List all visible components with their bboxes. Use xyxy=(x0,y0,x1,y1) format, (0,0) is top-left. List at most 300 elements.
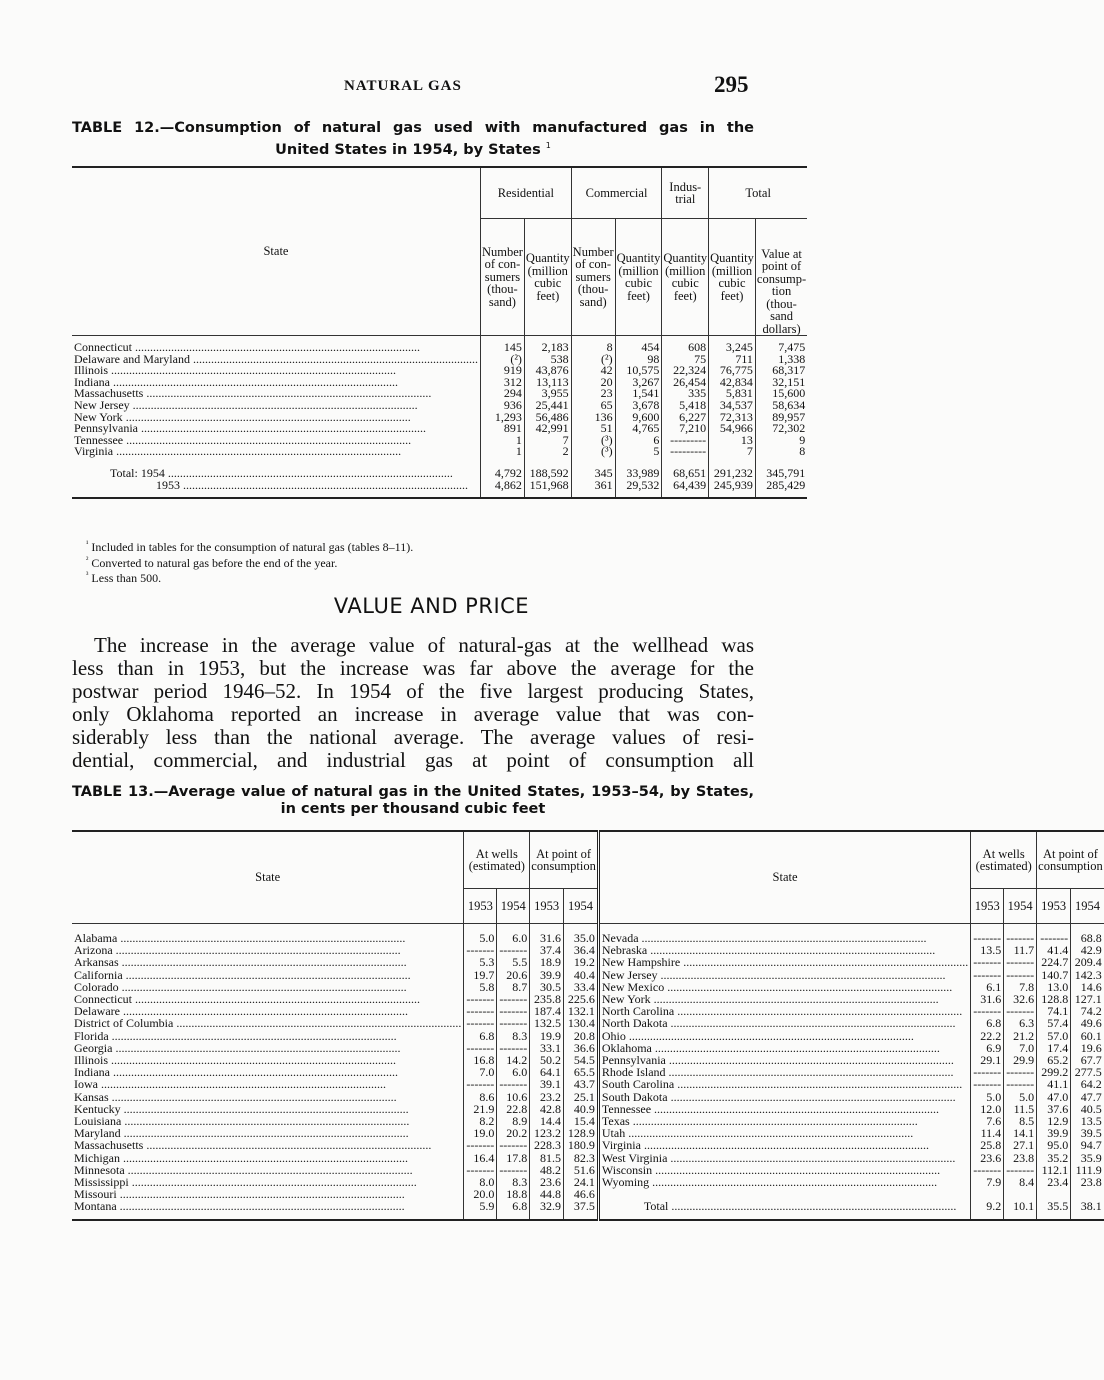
t13-value-cell: 60.1 xyxy=(1080,1028,1102,1043)
t13-value-cell: 142.3 xyxy=(1074,967,1102,982)
t13-value-cell: 6.9 xyxy=(971,1042,1004,1054)
t13-value-cell: ------- xyxy=(1004,1164,1037,1176)
t12-value-cell: --------- xyxy=(662,446,709,458)
t13-value-cell: ------- xyxy=(464,1017,497,1029)
t13-value-cell: 35.2 xyxy=(1037,1152,1071,1164)
t12-total-value: 151,968 xyxy=(524,480,571,499)
t13-value-cell: 111.9 xyxy=(1075,1162,1102,1177)
t12-value-cell: 72,313 xyxy=(709,411,756,423)
table-12-footnotes xyxy=(86,538,413,585)
body-paragraph xyxy=(72,634,754,772)
t12-state-cell: Massachusetts ..... xyxy=(72,388,480,400)
t13-value-cell: 31.6 xyxy=(530,924,564,945)
t12-value-cell: 42,834 xyxy=(709,377,756,389)
t12-value-cell: 56,486 xyxy=(524,411,571,423)
t13-value-cell: 94.7 xyxy=(1080,1138,1102,1153)
t12-value-cell: 608 xyxy=(662,336,709,354)
t12-value-cell: 34,537 xyxy=(709,400,756,412)
t12-value-cell: 936 xyxy=(480,400,524,412)
t13-value-cell: 36.4 xyxy=(563,944,598,956)
t12-total-value: 33,989 xyxy=(615,458,662,480)
t13-state-cell: Total ..... xyxy=(598,1200,970,1219)
t12-value-cell: 711 xyxy=(709,354,756,366)
t12-value-cell: 25,441 xyxy=(524,400,571,412)
t13-value-cell: 235.8 xyxy=(530,993,564,1005)
table-row xyxy=(72,1091,1104,1103)
t13-value-cell: 23.6 xyxy=(530,1176,564,1188)
t13-value-cell: 11.5 xyxy=(1004,1103,1037,1115)
t13-value-cell: 8.0 xyxy=(464,1176,497,1188)
t12-value-cell: 8 xyxy=(799,444,806,459)
body-line: only Oklahoma reported an increase in average value that was con- xyxy=(72,702,754,726)
t13-value-cell: 54.5 xyxy=(563,1054,598,1066)
t13-header-at-wells-right: At wells (estimated) xyxy=(971,831,1037,889)
t13-state-cell: Georgia ..... xyxy=(72,1042,464,1054)
t12-value-cell: 89,957 xyxy=(772,409,806,424)
t13-value-cell: 65.5 xyxy=(563,1066,598,1078)
t12-value-cell: 1 xyxy=(480,435,524,447)
t13-value-cell: 5.3 xyxy=(464,956,497,968)
t12-state-cell: Indiana ..... xyxy=(72,377,480,389)
t12-value-cell: 7 xyxy=(524,435,571,447)
t12-value-cell: 32,151 xyxy=(772,374,806,389)
t12-value-cell: 3,678 xyxy=(615,400,662,412)
table-12-caption-line2: United States in 1954, by States xyxy=(275,141,541,158)
t12-value-cell: 5 xyxy=(615,446,662,458)
t13-value-cell: 277.5 xyxy=(1074,1065,1102,1080)
t13-state-cell: Oklahoma ..... xyxy=(598,1042,970,1054)
t13-value-cell: 25.1 xyxy=(563,1091,598,1103)
t13-value-cell: 67.7 xyxy=(1080,1053,1102,1068)
t13-value-cell: 12.0 xyxy=(971,1103,1004,1115)
t13-value-cell: 41.4 xyxy=(1037,944,1071,956)
t13-value-cell: ------- xyxy=(1037,924,1071,945)
t12-value-cell: 7 xyxy=(709,446,756,458)
t13-state-cell: Illinois ..... xyxy=(72,1054,464,1066)
t12-totals xyxy=(72,458,807,499)
t12-value-cell: 98 xyxy=(615,354,662,366)
t13-value-cell: 46.6 xyxy=(563,1188,598,1200)
t13-value-cell: 35.5 xyxy=(1037,1200,1071,1219)
t13-value-cell: 8.9 xyxy=(497,1115,530,1127)
t13-value-cell: 64.2 xyxy=(1080,1077,1102,1092)
t12-value-cell: 1,338 xyxy=(778,351,806,366)
table-13-caption-line2: in cents per thousand cubic feet xyxy=(280,801,546,817)
t13-value-cell: 49.6 xyxy=(1080,1016,1102,1031)
t13-value-cell: 127.1 xyxy=(1074,992,1102,1007)
t13-value-cell: 20.0 xyxy=(464,1188,497,1200)
footnote-3: $^{^3}$ Less than 500. xyxy=(86,570,162,585)
t13-value-cell: 27.1 xyxy=(1004,1139,1037,1151)
t12-value-cell: 145 xyxy=(480,336,524,354)
t13-value-cell: 5.0 xyxy=(464,924,497,945)
t13-state-cell: Utah ..... xyxy=(598,1127,970,1139)
t12-value-cell: (²) xyxy=(571,354,615,366)
t13-year-1953: 1953 xyxy=(971,889,1004,924)
t13-value-cell: 39.1 xyxy=(530,1078,564,1090)
t13-value-cell: 23.8 xyxy=(1080,1175,1102,1190)
t13-value-cell: ------- xyxy=(497,993,530,1005)
t12-value-cell: 13,113 xyxy=(524,377,571,389)
t12-state-cell: Pennsylvania ..... xyxy=(72,423,480,435)
table-13-caption xyxy=(72,784,754,818)
t13-value-cell: 30.5 xyxy=(530,981,564,993)
t12-state-cell: Virginia ..... xyxy=(72,446,480,458)
t13-state-cell: Tennessee ..... xyxy=(598,1103,970,1115)
t13-state-cell: Maryland ..... xyxy=(72,1127,464,1139)
body-line: The increase in the average value of natural-gas at the wellhead was xyxy=(94,633,754,657)
t13-value-cell: ------- xyxy=(971,969,1004,981)
t13-header-state-left: State xyxy=(72,831,464,924)
t13-year-1953: 1953 xyxy=(1037,889,1071,924)
t12-total-value: 4,792 xyxy=(480,458,524,480)
t12-header-res-consumers: Number of con- sumers (thou- sand) xyxy=(480,219,524,336)
t13-value-cell: ------- xyxy=(497,1042,530,1054)
body-line: less than in 1953, but the increase was far above the average for the xyxy=(72,656,754,680)
t13-value-cell: 20.2 xyxy=(497,1127,530,1139)
t13-value-cell: 16.8 xyxy=(464,1054,497,1066)
footnote-1: $^{^1}$ Included in tables for the consumption of natural gas (tables 8–11). xyxy=(86,539,414,554)
t13-value-cell: 18.8 xyxy=(497,1188,530,1200)
t13-value-cell: ------- xyxy=(971,1005,1004,1017)
t13-value-cell: ------- xyxy=(1004,956,1037,968)
t12-value-cell: 3,245 xyxy=(709,336,756,354)
t12-total-value: 68,651 xyxy=(662,458,709,480)
t13-state-cell: Montana ..... xyxy=(72,1200,464,1219)
table-12 xyxy=(72,166,807,499)
t12-value-cell: 136 xyxy=(571,411,615,423)
t13-value-cell: 68.8 xyxy=(1080,931,1102,945)
t12-total-value: 188,592 xyxy=(524,458,571,480)
t13-value-cell: 51.6 xyxy=(563,1164,598,1176)
t13-value-cell: ------- xyxy=(497,1164,530,1176)
table-row xyxy=(72,1017,1104,1029)
t13-state-cell: Iowa ..... xyxy=(72,1078,464,1090)
t13-value-cell: 8.2 xyxy=(464,1115,497,1127)
t13-value-cell: 209.4 xyxy=(1074,955,1102,970)
table-row xyxy=(72,956,1104,968)
t12-value-cell: 43,876 xyxy=(524,365,571,377)
t13-value-cell: 23.6 xyxy=(971,1152,1004,1164)
t13-value-cell: 39.5 xyxy=(1080,1126,1102,1141)
t13-value-cell: ------- xyxy=(464,1164,497,1176)
t13-value-cell: ------- xyxy=(1004,1078,1037,1090)
t13-state-cell: Massachusetts ..... xyxy=(72,1139,464,1151)
t13-state-cell: Ohio ..... xyxy=(598,1030,970,1042)
t13-value-cell: 6.3 xyxy=(1004,1017,1037,1029)
t12-state-cell: Tennessee ..... xyxy=(72,435,480,447)
t12-group-residential: Residential xyxy=(480,167,571,219)
t12-value-cell: (²) xyxy=(480,354,524,366)
t12-value-cell: 13 xyxy=(709,435,756,447)
t13-value-cell: 47.7 xyxy=(1080,1089,1102,1104)
t13-state-cell: Minnesota ..... xyxy=(72,1164,464,1176)
t13-value-cell: 132.5 xyxy=(530,1017,564,1029)
t13-value-cell: 5.9 xyxy=(464,1200,497,1219)
t12-value-cell: 9,600 xyxy=(615,411,662,423)
t13-value-cell: 20.6 xyxy=(497,969,530,981)
t13-state-cell: Mississippi ..... xyxy=(72,1176,464,1188)
t13-value-cell: ------- xyxy=(464,1078,497,1090)
t13-value-cell: 7.0 xyxy=(464,1066,497,1078)
t13-value-cell: 9.2 xyxy=(971,1200,1004,1219)
t12-value-cell: 65 xyxy=(571,400,615,412)
t13-value-cell: 21.9 xyxy=(464,1103,497,1115)
body-line: dential, commercial, and industrial gas at point of consumption all xyxy=(72,748,754,772)
t12-value-cell: 538 xyxy=(524,354,571,366)
t13-value-cell: ------- xyxy=(1004,1066,1037,1078)
t13-value-cell: 50.2 xyxy=(530,1054,564,1066)
t13-state-cell: New York ..... xyxy=(598,993,970,1005)
t13-state-cell: Rhode Island ..... xyxy=(598,1066,970,1078)
t13-value-cell: 39.9 xyxy=(530,969,564,981)
t13-value-cell: 224.7 xyxy=(1037,956,1071,968)
body-line: siderably less than the national average. The average values of resi- xyxy=(72,725,754,749)
t12-value-cell: 891 xyxy=(480,423,524,435)
t13-state-cell: North Dakota ..... xyxy=(598,1017,970,1029)
t13-value-cell: 22.8 xyxy=(497,1103,530,1115)
t13-state-cell: Texas ..... xyxy=(598,1115,970,1127)
t13-state-cell: Nevada ..... xyxy=(598,924,970,945)
t13-value-cell: 132.1 xyxy=(563,1005,598,1017)
t13-value-cell: ------- xyxy=(971,1066,1004,1078)
t12-group-commercial: Commercial xyxy=(571,167,662,219)
t13-state-cell: North Carolina ..... xyxy=(598,1005,970,1017)
t13-value-cell: 23.8 xyxy=(1004,1152,1037,1164)
t12-header-tot-value: Value at point of consump- tion (thou- sand dollars) xyxy=(755,219,807,336)
t13-value-cell: 35.9 xyxy=(1080,1150,1102,1165)
t12-value-cell: --------- xyxy=(662,435,709,447)
t12-value-cell: 8 xyxy=(571,336,615,354)
t13-state-cell: Nebraska ..... xyxy=(598,944,970,956)
t13-value-cell: 37.5 xyxy=(563,1200,598,1219)
t13-value-cell: 40.5 xyxy=(1080,1101,1102,1116)
t13-value-cell: 5.8 xyxy=(464,981,497,993)
t13-value-cell: ------- xyxy=(497,944,530,956)
t13-year-1954: 1954 xyxy=(1071,889,1104,924)
t12-value-cell: 42,991 xyxy=(524,423,571,435)
t12-value-cell: 5,418 xyxy=(662,400,709,412)
t13-value-cell: ------- xyxy=(464,1042,497,1054)
table-12-footnote-ref: 1 xyxy=(545,141,551,150)
t13-value-cell: 37.6 xyxy=(1037,1103,1071,1115)
t13-value-cell: 35.0 xyxy=(563,924,598,945)
t13-value-cell: 128.9 xyxy=(563,1127,598,1139)
t13-year-1953: 1953 xyxy=(464,889,497,924)
t13-value-cell: 81.5 xyxy=(530,1152,564,1164)
t13-value-cell: 42.9 xyxy=(1080,943,1102,958)
t13-value-cell: 19.9 xyxy=(530,1030,564,1042)
t13-state-cell: Pennsylvania ..... xyxy=(598,1054,970,1066)
t12-group-industrial: Indus- trial xyxy=(662,167,709,219)
section-heading: VALUE AND PRICE xyxy=(333,594,530,618)
t13-value-cell: 6.8 xyxy=(971,1017,1004,1029)
t13-value-cell: 10.1 xyxy=(1004,1200,1037,1219)
t13-value-cell: ------- xyxy=(497,1005,530,1017)
table-row xyxy=(72,1030,1104,1042)
t13-value-cell: 11.4 xyxy=(971,1127,1004,1139)
t12-state-cell: Illinois ..... xyxy=(72,365,480,377)
t12-value-cell: 1,541 xyxy=(615,388,662,400)
t13-state-cell: Kentucky ..... xyxy=(72,1103,464,1115)
t13-state-cell: Kansas ..... xyxy=(72,1091,464,1103)
t12-value-cell: (³) xyxy=(571,435,615,447)
page-number: 295 xyxy=(714,72,749,97)
t12-value-cell: 10,575 xyxy=(615,365,662,377)
t13-value-cell: 23.2 xyxy=(530,1091,564,1103)
t13-value-cell: 47.0 xyxy=(1037,1091,1071,1103)
t13-value-cell: 24.1 xyxy=(563,1176,598,1188)
running-head: NATURAL GAS xyxy=(344,78,462,94)
t13-state-cell: Delaware ..... xyxy=(72,1005,464,1017)
t12-header-ind-quantity: Quantity (million cubic feet) xyxy=(662,219,709,336)
t12-value-cell: 7,475 xyxy=(778,340,806,354)
t12-value-cell: 335 xyxy=(662,388,709,400)
t12-value-cell: 454 xyxy=(615,336,662,354)
t13-value-cell: 44.8 xyxy=(530,1188,564,1200)
t13-value-cell: 32.6 xyxy=(1004,993,1037,1005)
t13-value-cell: 43.7 xyxy=(563,1078,598,1090)
t13-value-cell: 8.3 xyxy=(497,1030,530,1042)
t13-value-cell: ------- xyxy=(464,1005,497,1017)
t13-value-cell: ------- xyxy=(497,1017,530,1029)
t12-value-cell: 1,293 xyxy=(480,411,524,423)
t13-value-cell: ------- xyxy=(464,993,497,1005)
total-row xyxy=(72,480,807,499)
t13-value-cell: 130.4 xyxy=(563,1017,598,1029)
table-row xyxy=(72,446,807,458)
t12-value-cell: 26,454 xyxy=(662,377,709,389)
table-row xyxy=(72,1139,1104,1151)
t13-value-cell: 299.2 xyxy=(1037,1066,1071,1078)
t12-value-cell: 72,302 xyxy=(772,421,806,436)
t13-value-cell: ------- xyxy=(971,1164,1004,1176)
t12-total-label: 1953 ..... xyxy=(72,480,480,499)
t13-value-cell: 7.9 xyxy=(971,1176,1004,1188)
t13-value-cell: ------- xyxy=(971,1078,1004,1090)
t13-value-cell: 14.2 xyxy=(497,1054,530,1066)
t13-state-cell: New Jersey ..... xyxy=(598,969,970,981)
t13-state-cell: District of Columbia ..... xyxy=(72,1017,464,1029)
t13-value-cell: 128.8 xyxy=(1037,993,1071,1005)
t13-value-cell: ------- xyxy=(464,1139,497,1151)
t12-value-cell: 22,324 xyxy=(662,365,709,377)
t13-value-cell: 17.8 xyxy=(497,1152,530,1164)
t12-value-cell: 1 xyxy=(480,446,524,458)
t13-value-cell: 74.2 xyxy=(1080,1004,1102,1019)
table-row xyxy=(72,336,807,354)
t13-state-cell: Virginia ..... xyxy=(598,1139,970,1151)
t13-header-at-point-right: At point of consumption xyxy=(1037,831,1104,889)
t13-value-cell: 14.1 xyxy=(1004,1127,1037,1139)
t12-total-value: 345,791 xyxy=(766,466,806,481)
t13-value-cell: 48.2 xyxy=(530,1164,564,1176)
t13-state-cell: Alabama ..... xyxy=(72,924,464,945)
t13-value-cell: 12.9 xyxy=(1037,1115,1071,1127)
t13-value-cell: 13.5 xyxy=(1080,1114,1102,1129)
t13-value-cell: 19.7 xyxy=(464,969,497,981)
t13-value-cell: 40.4 xyxy=(563,969,598,981)
t13-value-cell: 19.6 xyxy=(1080,1040,1102,1055)
t13-value-cell: 29.1 xyxy=(971,1054,1004,1066)
t13-state-cell: South Dakota ..... xyxy=(598,1091,970,1103)
table-row xyxy=(72,969,1104,981)
t13-state-cell: Wisconsin ..... xyxy=(598,1164,970,1176)
table-13-caption-line1: TABLE 13.—Average value of natural gas in the United States, 1953–54, by States, xyxy=(72,784,754,800)
t13-value-cell: 39.9 xyxy=(1037,1127,1071,1139)
t13-value-cell: 65.2 xyxy=(1037,1054,1071,1066)
t13-value-cell: 7.0 xyxy=(1004,1042,1037,1054)
t13-value-cell: 29.9 xyxy=(1004,1054,1037,1066)
t13-value-cell: 8.3 xyxy=(497,1176,530,1188)
t13-value-cell: 17.4 xyxy=(1037,1042,1071,1054)
footnote-2: $^{^2}$ Converted to natural gas before the end of the year. xyxy=(86,554,338,570)
t12-value-cell: 312 xyxy=(480,377,524,389)
t13-year-1953: 1953 xyxy=(530,889,564,924)
t13-value-cell: 19.2 xyxy=(563,956,598,968)
t13-state-cell: South Carolina ..... xyxy=(598,1078,970,1090)
t13-value-cell: 23.4 xyxy=(1037,1176,1071,1188)
t13-body xyxy=(72,924,1104,1220)
t13-value-cell: 16.4 xyxy=(464,1152,497,1164)
t13-value-cell: 187.4 xyxy=(530,1005,564,1017)
table-row xyxy=(72,1078,1104,1090)
t12-value-cell: 9 xyxy=(799,432,806,447)
t12-state-cell: New York ..... xyxy=(72,411,480,423)
t13-value-cell: 15.4 xyxy=(563,1115,598,1127)
t12-value-cell: 3,955 xyxy=(524,388,571,400)
t13-value-cell: 20.8 xyxy=(563,1030,598,1042)
t12-state-cell: New Jersey ..... xyxy=(72,400,480,412)
t13-value-cell: 11.7 xyxy=(1004,944,1037,956)
t12-value-cell: 6,227 xyxy=(662,411,709,423)
t12-total-label: Total: 1954 ..... xyxy=(72,458,480,480)
t12-value-cell: 15,600 xyxy=(772,386,806,401)
t13-value-cell: ------- xyxy=(1004,924,1037,945)
t13-value-cell: 64.1 xyxy=(530,1066,564,1078)
t13-value-cell: 38.1 xyxy=(1071,1200,1104,1219)
t12-value-cell: 3,267 xyxy=(615,377,662,389)
t13-value-cell: 19.0 xyxy=(464,1127,497,1139)
t12-value-cell: 7,210 xyxy=(662,423,709,435)
t13-value-cell: 6.1 xyxy=(971,981,1004,993)
t13-value-cell: ------- xyxy=(971,924,1004,945)
t12-state-cell: Delaware and Maryland ..... xyxy=(72,354,480,366)
t13-state-cell: New Mexico ..... xyxy=(598,981,970,993)
t13-year-1954: 1954 xyxy=(1004,889,1037,924)
t12-value-cell: 5,831 xyxy=(709,388,756,400)
t12-total-value: 361 xyxy=(571,480,615,499)
t13-value-cell: 6.0 xyxy=(497,924,530,945)
t12-value-cell: 919 xyxy=(480,365,524,377)
t13-value-cell: 32.9 xyxy=(530,1200,564,1219)
t12-header-tot-quantity: Quantity (million cubic feet) xyxy=(709,219,756,336)
t13-value-cell: 14.6 xyxy=(1080,979,1102,994)
t12-state-cell: Connecticut ..... xyxy=(72,336,480,354)
t13-value-cell: ------- xyxy=(464,944,497,956)
t12-total-value: 64,439 xyxy=(662,480,709,499)
t12-value-cell: (³) xyxy=(571,446,615,458)
t13-value-cell: ------- xyxy=(497,1078,530,1090)
t13-value-cell: 22.2 xyxy=(971,1030,1004,1042)
t12-value-cell: 2,183 xyxy=(524,336,571,354)
t13-value-cell: 7.6 xyxy=(971,1115,1004,1127)
t12-value-cell: 23 xyxy=(571,388,615,400)
t12-value-cell: 68,317 xyxy=(772,363,806,378)
t13-value-cell: 21.2 xyxy=(1004,1030,1037,1042)
t13-value-cell: 6.8 xyxy=(464,1030,497,1042)
t13-value-cell: ------- xyxy=(497,1139,530,1151)
